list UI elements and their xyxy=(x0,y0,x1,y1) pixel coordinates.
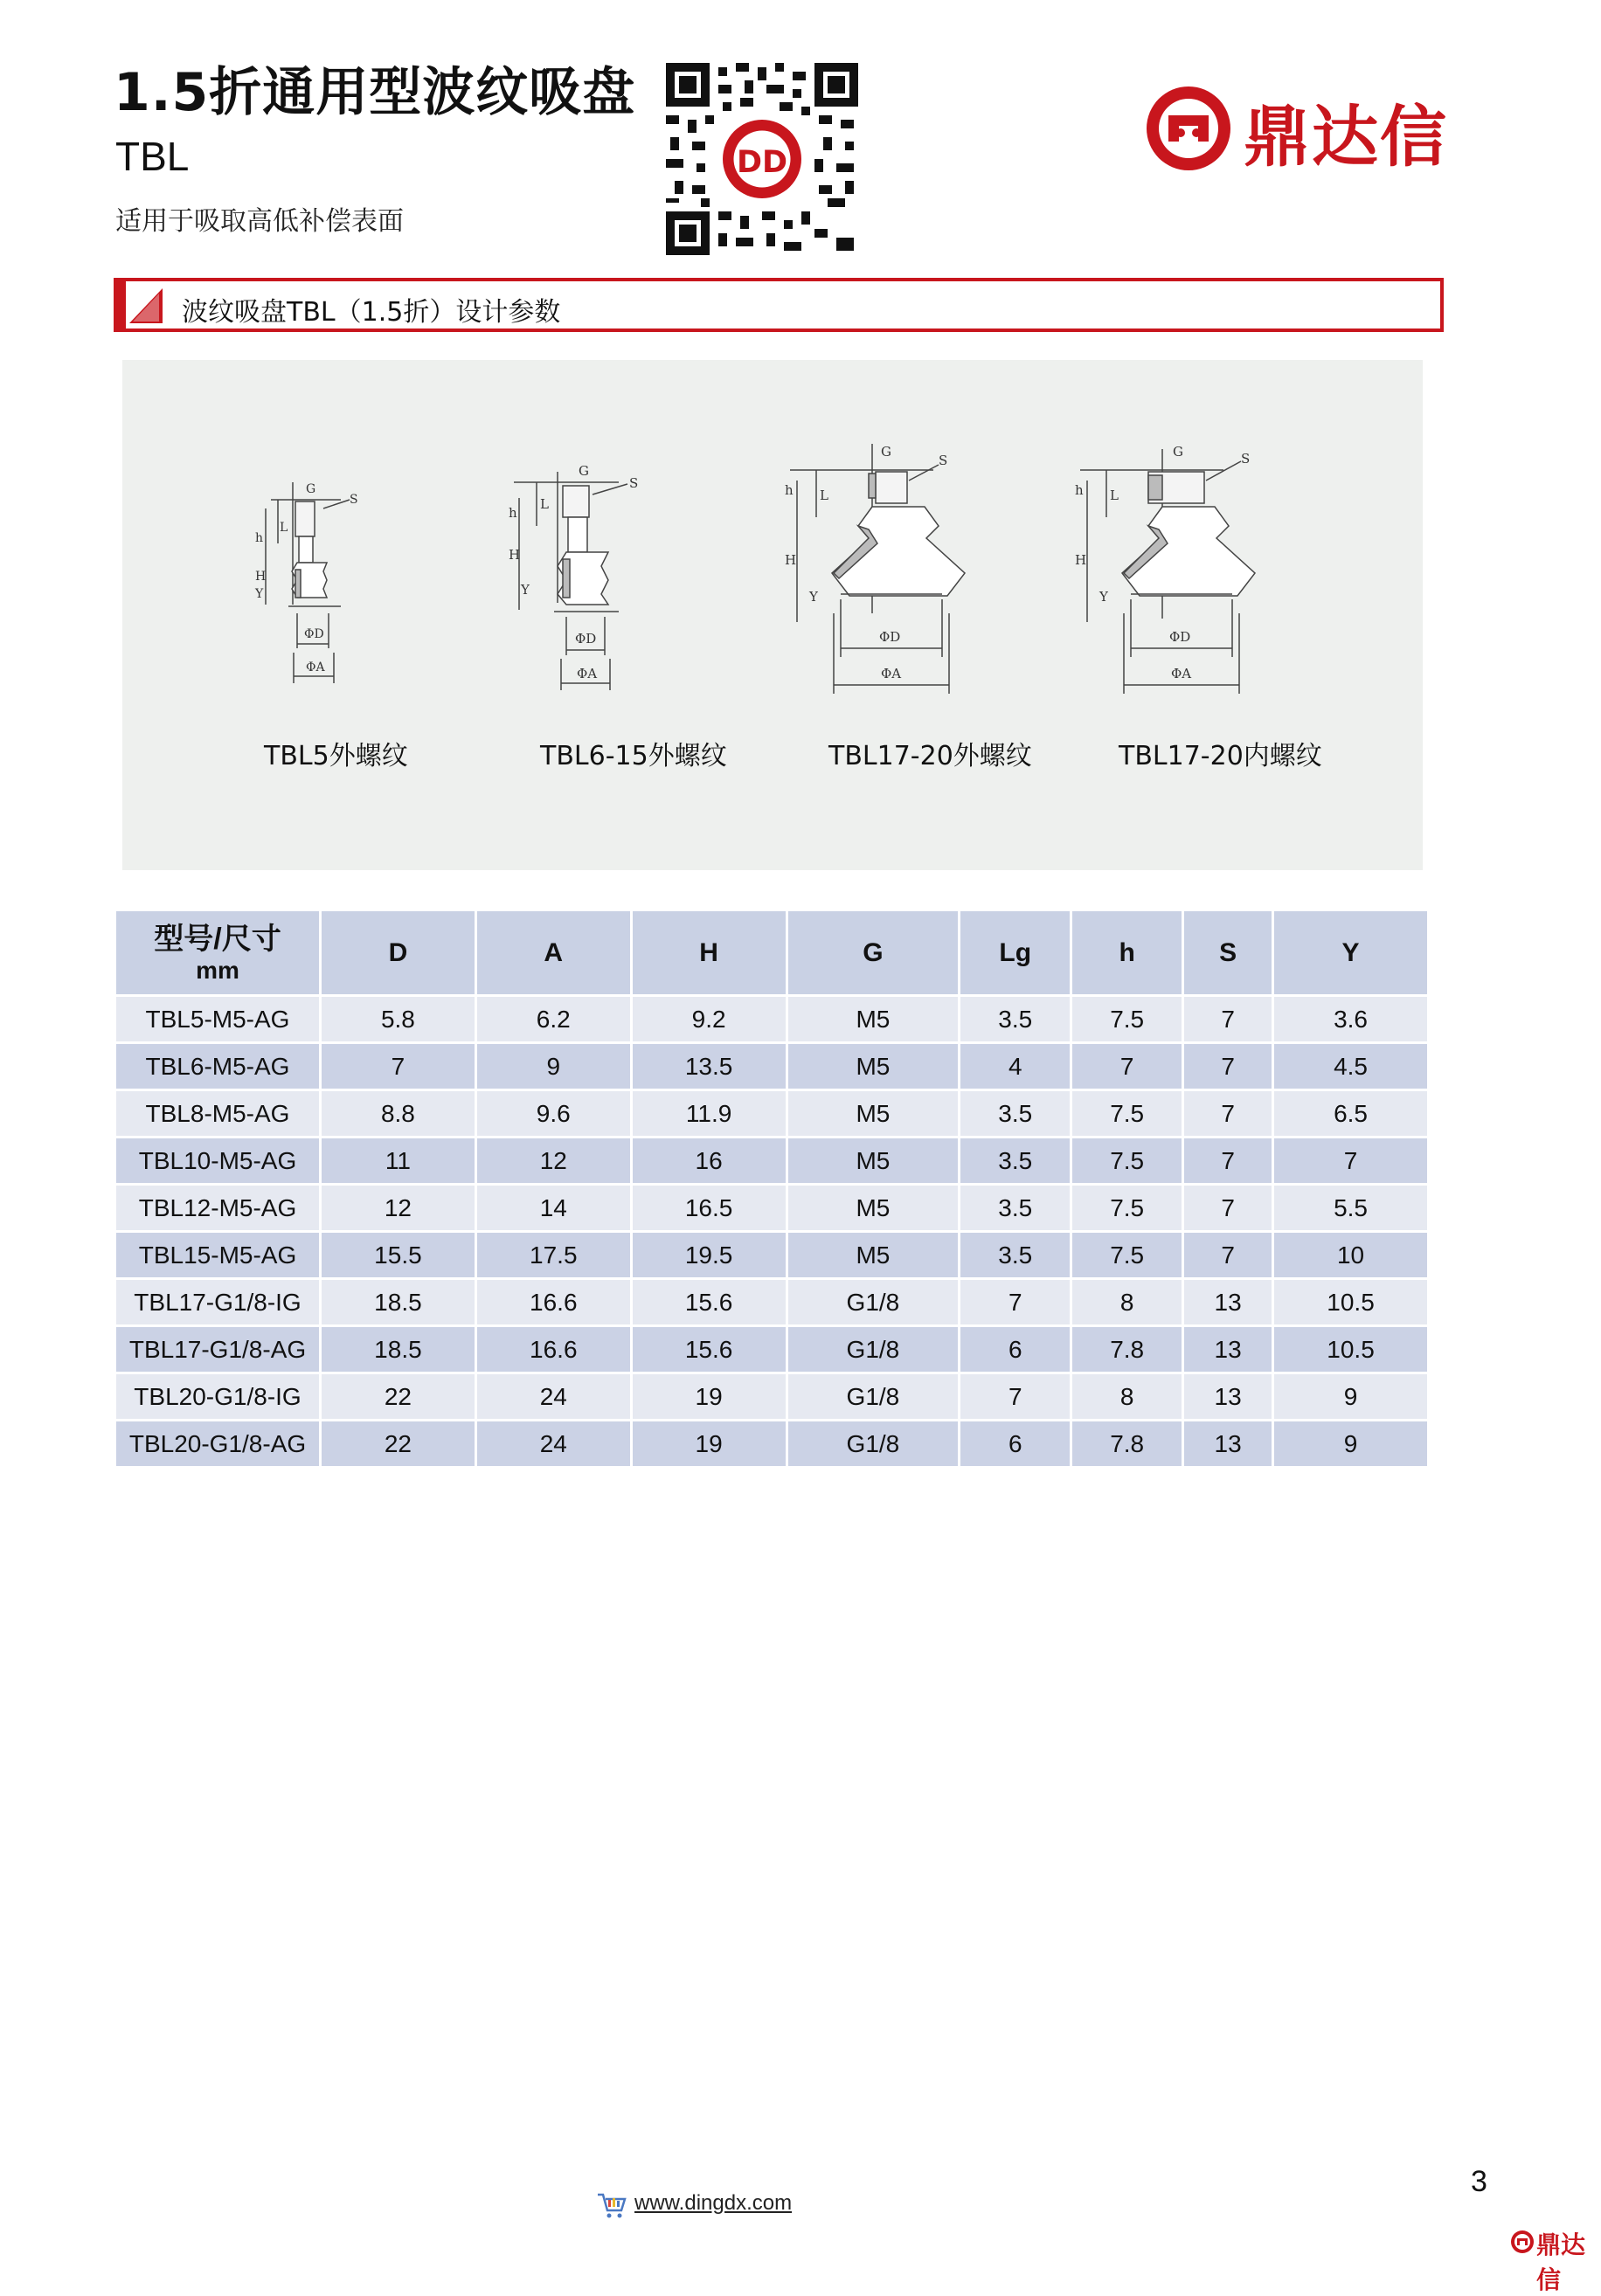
caption-tbl17-20-internal: TBL17-20内螺纹 xyxy=(1119,741,1322,771)
cell-value: 9 xyxy=(477,1044,630,1089)
header-col: h xyxy=(1072,911,1182,994)
cell-value: 5.5 xyxy=(1274,1186,1427,1230)
footer-brand-logo xyxy=(1510,2226,1598,2294)
svg-text:L: L xyxy=(280,521,288,535)
cell-value: 11 xyxy=(322,1138,475,1183)
svg-text:DD: DD xyxy=(736,145,788,180)
svg-text:ΦA: ΦA xyxy=(577,666,598,681)
svg-text:G: G xyxy=(1173,444,1183,460)
header-col: D xyxy=(322,911,475,994)
cell-value: 7 xyxy=(1184,997,1272,1041)
cell-value: 19.5 xyxy=(633,1233,786,1277)
cell-value: 15.6 xyxy=(633,1327,786,1372)
cell-value: 17.5 xyxy=(477,1233,630,1277)
cell-value: 3.5 xyxy=(960,1138,1070,1183)
section-tag-icon xyxy=(119,281,171,328)
cell-value: 12 xyxy=(477,1138,630,1183)
cell-value: 6 xyxy=(960,1421,1070,1466)
cell-value: 6 xyxy=(960,1327,1070,1372)
svg-text:L: L xyxy=(820,488,828,503)
cell-value: 15.5 xyxy=(322,1233,475,1277)
svg-text:ΦD: ΦD xyxy=(304,627,324,641)
svg-text:H: H xyxy=(1075,552,1087,568)
cell-value: M5 xyxy=(788,1138,959,1183)
svg-text:S: S xyxy=(939,453,948,468)
cell-value: G1/8 xyxy=(788,1421,959,1466)
spec-table xyxy=(114,909,1430,1469)
svg-text:ΦD: ΦD xyxy=(1169,629,1191,645)
header-unit-label: mm xyxy=(196,956,239,984)
header-model xyxy=(116,911,319,994)
svg-text:ΦA: ΦA xyxy=(306,660,325,674)
svg-text:h: h xyxy=(785,482,794,498)
table-row xyxy=(116,1374,1427,1419)
header-col: G xyxy=(788,911,959,994)
svg-text:S: S xyxy=(350,493,358,507)
svg-text:H: H xyxy=(255,570,267,584)
cell-value: 13 xyxy=(1184,1374,1272,1419)
cell-value: 16.6 xyxy=(477,1327,630,1372)
svg-text:Y: Y xyxy=(809,589,818,605)
cell-value: 16.6 xyxy=(477,1280,630,1324)
cell-value: 6.5 xyxy=(1274,1091,1427,1136)
drawing-tbl6-15 xyxy=(505,463,662,708)
cell-value: 24 xyxy=(477,1374,630,1419)
cell-value: 7 xyxy=(1184,1091,1272,1136)
cell-value: 7 xyxy=(1184,1044,1272,1089)
header-col: S xyxy=(1184,911,1272,994)
svg-text:G: G xyxy=(306,482,316,496)
cell-value: 7 xyxy=(960,1374,1070,1419)
cell-model: TBL12-M5-AG xyxy=(116,1186,319,1230)
cell-value: 13 xyxy=(1184,1327,1272,1372)
svg-text:h: h xyxy=(255,531,264,545)
caption-tbl17-20-external: TBL17-20外螺纹 xyxy=(828,741,1032,771)
table-row xyxy=(116,1421,1427,1466)
svg-text:L: L xyxy=(540,496,549,512)
header-col: Lg xyxy=(960,911,1070,994)
cell-value: 7 xyxy=(960,1280,1070,1324)
cell-value: 13.5 xyxy=(633,1044,786,1089)
cell-value: 13 xyxy=(1184,1421,1272,1466)
table-row xyxy=(116,1327,1427,1372)
cell-value: 7.5 xyxy=(1072,1091,1182,1136)
cell-value: 4.5 xyxy=(1274,1044,1427,1089)
cell-value: M5 xyxy=(788,1044,959,1089)
svg-text:S: S xyxy=(1241,451,1251,467)
section-title: 波纹吸盘TBL（1.5折）设计参数 xyxy=(182,297,561,328)
cell-model: TBL8-M5-AG xyxy=(116,1091,319,1136)
cell-value: 3.5 xyxy=(960,1091,1070,1136)
cell-value: 16 xyxy=(633,1138,786,1183)
product-description: 适用于吸取高低补偿表面 xyxy=(115,206,404,237)
cell-value: 7.5 xyxy=(1072,1186,1182,1230)
svg-text:H: H xyxy=(785,552,797,568)
cell-value: 19 xyxy=(633,1421,786,1466)
cell-value: 10.5 xyxy=(1274,1280,1427,1324)
caption-tbl5: TBL5外螺纹 xyxy=(264,741,408,771)
cell-value: M5 xyxy=(788,997,959,1041)
table-header-row xyxy=(116,911,1427,994)
table-row xyxy=(116,1186,1427,1230)
table-row xyxy=(116,1044,1427,1089)
cell-value: 7.5 xyxy=(1072,997,1182,1041)
cell-model: TBL20-G1/8-AG xyxy=(116,1421,319,1466)
cell-value: 6.2 xyxy=(477,997,630,1041)
cell-model: TBL6-M5-AG xyxy=(116,1044,319,1089)
cell-value: 7 xyxy=(322,1044,475,1089)
cell-value: 3.5 xyxy=(960,1186,1070,1230)
cell-value: 10 xyxy=(1274,1233,1427,1277)
svg-text:G: G xyxy=(579,463,589,479)
cell-model: TBL10-M5-AG xyxy=(116,1138,319,1183)
drawing-tbl5 xyxy=(253,474,376,701)
cell-value: G1/8 xyxy=(788,1327,959,1372)
page-number: 3 xyxy=(1471,2165,1487,2198)
brand-emblem-icon xyxy=(1140,80,1237,176)
cell-value: 16.5 xyxy=(633,1186,786,1230)
qr-code-icon[interactable] xyxy=(666,63,858,255)
svg-text:ΦA: ΦA xyxy=(881,666,902,681)
cell-value: 7.5 xyxy=(1072,1138,1182,1183)
cell-value: 9 xyxy=(1274,1374,1427,1419)
cell-value: M5 xyxy=(788,1233,959,1277)
svg-text:S: S xyxy=(629,475,639,491)
table-row xyxy=(116,1280,1427,1324)
cell-value: 19 xyxy=(633,1374,786,1419)
svg-text:ΦD: ΦD xyxy=(575,631,597,647)
cell-value: 3.5 xyxy=(960,1233,1070,1277)
cell-model: TBL17-G1/8-IG xyxy=(116,1280,319,1324)
cell-value: 11.9 xyxy=(633,1091,786,1136)
svg-text:h: h xyxy=(509,505,517,521)
cell-value: 7 xyxy=(1184,1186,1272,1230)
svg-text:Y: Y xyxy=(1099,589,1108,605)
page-title: 1.5折通用型波纹吸盘 xyxy=(114,62,636,123)
cell-model: TBL20-G1/8-IG xyxy=(116,1374,319,1419)
cell-value: 9.2 xyxy=(633,997,786,1041)
cell-model: TBL5-M5-AG xyxy=(116,997,319,1041)
cell-model: TBL17-G1/8-AG xyxy=(116,1327,319,1372)
drawing-tbl17-20-internal xyxy=(1075,444,1276,723)
cell-value: 18.5 xyxy=(322,1327,475,1372)
brand-name: 鼎达信 xyxy=(1244,98,1448,176)
header-col: A xyxy=(477,911,630,994)
cell-value: G1/8 xyxy=(788,1280,959,1324)
section-header xyxy=(114,278,1444,332)
table-row xyxy=(116,997,1427,1041)
drawing-tbl17-20-external xyxy=(785,439,986,718)
shopping-cart-icon xyxy=(596,2189,627,2221)
cell-value: G1/8 xyxy=(788,1374,959,1419)
cell-value: 4 xyxy=(960,1044,1070,1089)
cell-value: 7 xyxy=(1072,1044,1182,1089)
product-code: TBL xyxy=(115,134,190,179)
cell-value: 7 xyxy=(1274,1138,1427,1183)
footer-brand-emblem-icon xyxy=(1510,2230,1535,2254)
brand-logo xyxy=(1140,80,1471,176)
cell-value: 22 xyxy=(322,1374,475,1419)
footer-brand-name: 鼎达信 xyxy=(1536,2230,1586,2294)
cell-value: 3.6 xyxy=(1274,997,1427,1041)
cell-value: 18.5 xyxy=(322,1280,475,1324)
cell-value: 7.8 xyxy=(1072,1421,1182,1466)
cell-value: 15.6 xyxy=(633,1280,786,1324)
svg-text:H: H xyxy=(509,547,521,563)
svg-text:Y: Y xyxy=(255,587,264,601)
cell-value: 12 xyxy=(322,1186,475,1230)
cell-value: 7.5 xyxy=(1072,1233,1182,1277)
cell-value: M5 xyxy=(788,1186,959,1230)
cell-value: 7 xyxy=(1184,1233,1272,1277)
website-link[interactable]: www.dingdx.com xyxy=(634,2191,793,2215)
table-row xyxy=(116,1091,1427,1136)
dimension-drawings-panel xyxy=(122,360,1423,870)
cell-value: 7.8 xyxy=(1072,1327,1182,1372)
svg-text:Y: Y xyxy=(521,582,530,598)
cell-value: 24 xyxy=(477,1421,630,1466)
cell-value: 5.8 xyxy=(322,997,475,1041)
cell-value: 7 xyxy=(1184,1138,1272,1183)
header-col: H xyxy=(633,911,786,994)
table-row xyxy=(116,1138,1427,1183)
cell-value: M5 xyxy=(788,1091,959,1136)
svg-text:ΦA: ΦA xyxy=(1171,666,1192,681)
caption-tbl6-15: TBL6-15外螺纹 xyxy=(540,741,727,771)
cell-value: 8 xyxy=(1072,1280,1182,1324)
cell-model: TBL15-M5-AG xyxy=(116,1233,319,1277)
cell-value: 14 xyxy=(477,1186,630,1230)
svg-text:L: L xyxy=(1110,488,1119,503)
cell-value: 13 xyxy=(1184,1280,1272,1324)
cell-value: 10.5 xyxy=(1274,1327,1427,1372)
cell-value: 8 xyxy=(1072,1374,1182,1419)
header-col: Y xyxy=(1274,911,1427,994)
svg-text:ΦD: ΦD xyxy=(879,629,901,645)
svg-text:G: G xyxy=(881,444,891,460)
cell-value: 8.8 xyxy=(322,1091,475,1136)
cell-value: 9 xyxy=(1274,1421,1427,1466)
svg-text:h: h xyxy=(1075,482,1084,498)
cell-value: 3.5 xyxy=(960,997,1070,1041)
table-row xyxy=(116,1233,1427,1277)
header-model-label: 型号/尺寸 xyxy=(154,922,281,956)
cell-value: 22 xyxy=(322,1421,475,1466)
cell-value: 9.6 xyxy=(477,1091,630,1136)
